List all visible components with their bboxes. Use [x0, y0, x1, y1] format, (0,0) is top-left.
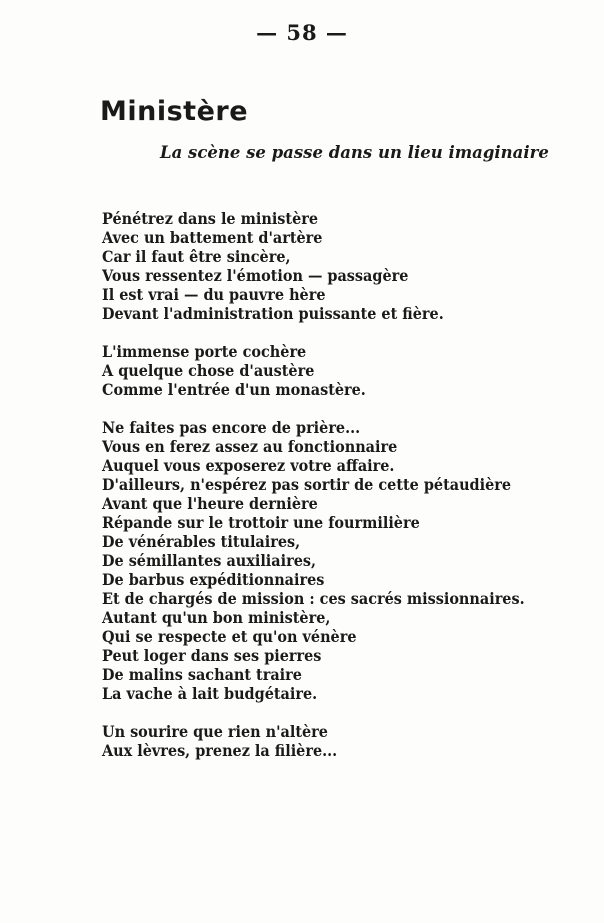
poem-line: Autant qu'un bon ministère,: [102, 608, 331, 627]
poem-line: Répande sur le trottoir une fourmilière: [102, 513, 420, 532]
poem-line: Avec un battement d'artère: [102, 228, 323, 247]
stanza-4: [102, 722, 582, 760]
page-number: — 58 —: [256, 20, 348, 45]
poem-line: Auquel vous exposerez votre affaire.: [102, 456, 395, 475]
poem-line: Un sourire que rien n'altère: [102, 722, 328, 741]
poem-line: Il est vrai — du pauvre hère: [102, 285, 326, 304]
stanza-1: [102, 209, 582, 323]
poem-line: Vous en ferez assez au fonctionnaire: [102, 437, 398, 456]
stanza-3: [102, 418, 582, 703]
poem-line: De vénérables titulaires,: [102, 532, 301, 551]
poem-line: A quelque chose d'austère: [102, 361, 315, 380]
poem-line: D'ailleurs, n'espérez pas sortir de cette pétaudière: [102, 475, 512, 494]
poem-line: L'immense porte cochère: [102, 342, 307, 361]
poem-line: Peut loger dans ses pierres: [102, 646, 322, 665]
poem-line: Devant l'administration puissante et fière.: [102, 304, 444, 323]
poem-line: Ne faites pas encore de prière...: [102, 418, 361, 437]
stanza-2: [102, 342, 582, 399]
poem-title: Ministère: [100, 96, 249, 127]
poem-body: [102, 209, 582, 779]
poem-line: La vache à lait budgétaire.: [102, 684, 318, 703]
poem-line: Comme l'entrée d'un monastère.: [102, 380, 366, 399]
poem-line: De barbus expéditionnaires: [102, 570, 325, 589]
poem-line: Qui se respecte et qu'on vénère: [102, 627, 357, 646]
poem-line: Et de chargés de mission : ces sacrés missionnaires.: [102, 589, 525, 608]
poem-line: Pénétrez dans le ministère: [102, 209, 319, 228]
poem-line: Aux lèvres, prenez la filière...: [102, 741, 338, 760]
poem-line: Car il faut être sincère,: [102, 247, 291, 266]
poem-line: Vous ressentez l'émotion — passagère: [102, 266, 409, 285]
poem-line: De sémillantes auxiliaires,: [102, 551, 317, 570]
poem-line: Avant que l'heure dernière: [102, 494, 318, 513]
poem-subtitle: La scène se passe dans un lieu imaginaire: [160, 143, 549, 162]
poem-line: De malins sachant traire: [102, 665, 302, 684]
